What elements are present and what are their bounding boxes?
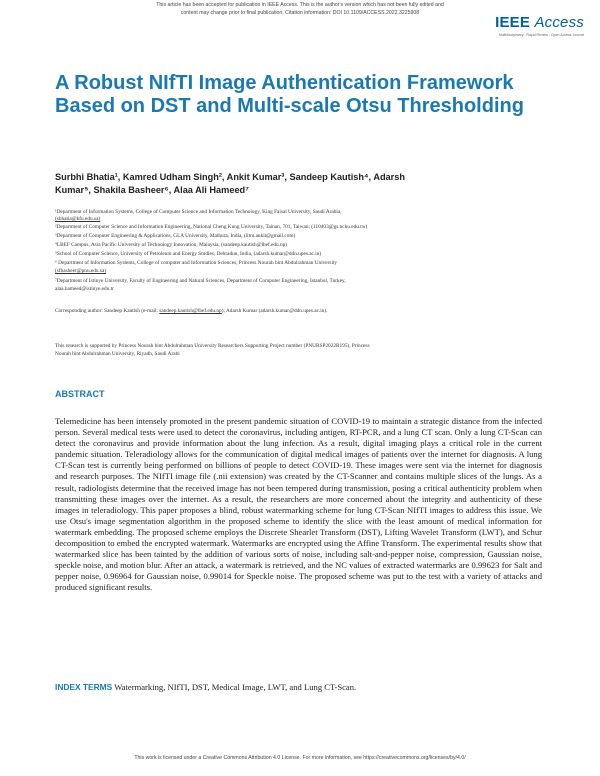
logo-ieee: IEEE xyxy=(495,14,531,31)
authors-line-2: Kumar⁵, Shakila Basheer⁶, Alaa Ali Hameed⁷ xyxy=(55,185,249,195)
notice-line-1: This article has been accepted for publication in IEEE Access. This is the author's version which has not been fully edited and xyxy=(156,2,444,8)
funding-line-1: This research is supported by Princess Nourah bint Abdulrahman University Researchers Supporting Project number (PNURSP2022R195), Princess xyxy=(55,343,370,349)
index-terms xyxy=(55,682,542,692)
corresponding-suffix: ); Adarsh Kumar (adarsh.kumar@ddn.upes.ac.in). xyxy=(221,308,328,314)
journal-logo xyxy=(495,14,584,31)
author-list xyxy=(55,171,535,197)
index-terms-values: Watermarking, NIfTI, DST, Medical Image, LWT, and Lung CT-Scan. xyxy=(114,682,357,692)
logo-tagline: Multidisciplinary : Rapid Review : Open Access Journal xyxy=(498,33,584,37)
affiliation-6: ⁶ Department of Information Systems, College of computer and Information Sciences, Princess Nourah bint Abdulrahman University xyxy=(55,260,338,266)
affiliation-7: ⁷Department of Istinye University, Faculty of Engineering and Natural Sciences, Department of Computer Engineering, Istanbul, Turkey, xyxy=(55,278,346,284)
corresponding-prefix: Corresponding author: Sandeep Kautish (e-mail: xyxy=(55,308,160,314)
affiliation-2: ²Department of Computer Science and Information Engineering, National Cheng Kung University, Tainan, 701, Taiwan; (110403@gs.ncku.edu.tw) xyxy=(55,224,368,230)
authors-line-1: Surbhi Bhatia¹, Kamred Udham Singh², Ankit Kumar³, Sandeep Kautish⁴, Adarsh xyxy=(55,172,405,182)
affiliation-1-email[interactable]: (sbhatia@kfu.edu.sa) xyxy=(55,216,101,222)
abstract-heading: ABSTRACT xyxy=(55,389,105,399)
corresponding-author xyxy=(55,308,545,315)
affiliation-1: ¹Department of Information Systems, College of Computer Science and Information Technology, King Faisal University, Saudi Arabia, xyxy=(55,209,342,215)
logo-access: Access xyxy=(534,14,584,31)
corresponding-email-link[interactable]: sandeep.kautish@lbef.edu.np xyxy=(159,308,222,314)
index-terms-label: INDEX TERMS xyxy=(55,682,113,692)
paper-title: A Robust NIfTI Image Authentication Framework Based on DST and Multi-scale Otsu Thresholding xyxy=(55,72,524,117)
funding-line-2: Nourah bint Abdulrahman University, Riyadh, Saudi Arabi xyxy=(55,351,180,357)
abstract-body: Telemedicine has been intensely promoted in the present pandemic situation of COVID-19 to maintain a strategic distance from the infected person. Several medical tests were used to detect the coronavirus, including antigen, RT-PCR, and a lung CT scan. Only a lung CT-Scan can detect the coronavirus and provide information about the lung infection. As a result, digital imaging plays a critical role in the current pandemic situation. Teleradiology allows for the communication of digital medical images of patients over the internet for diagnosis. A lung CT-Scan test is currently being performed on billions of people to detect COVID-19. These images were sent via the internet for diagnosis and research purposes. The NIfTI image file (.nii extension) was created by the CT-Scanner and contains multiple slices of the lungs. As a result, radiologists determine that the received image has not been tempered during transmission, posing a critical authenticity problem when transmitting these images over the internet. As a result, the researchers are more concerned about the integrity and authenticity of these images in teleradiology. This paper proposes a blind, robust watermarking scheme for lung CT-Scan NIfTI images to address this issue. We use Otsu's image segmentation algorithm in the proposed scheme to identify the slice with the least amount of medical information for watermark embedding. The proposed scheme employs the Discrete Shearlet Transform (DST), Lifting Wavelet Transform (LWT), and Schur decomposition to embed the encrypted watermark. Watermarks are encrypted using the Affine Transform. The experimental results show that watermarked slice has been tainted by the addition of various sorts of noise, including salt-and-pepper noise, compression, Gaussian noise, speckle noise, and motion blur. After an attack, a watermark is retrieved, and the NC values of extracted watermarks are 0.99623 for Salt and pepper noise, 0.96964 for Gaussian noise, 0.99014 for Speckle noise. The proposed scheme was put to the test with a variety of attacks and produced significant results. xyxy=(55,416,542,593)
affiliation-6-email[interactable]: (sfbasheer@pnu.edu.sa) xyxy=(55,268,107,274)
affiliation-5: ⁵School of Computer Science, University of Petroleum and Energy Studies, Dehradun, India, (adarsh.kumar@ddn.upes.ac.in) xyxy=(55,251,322,257)
affiliation-3: ³Department of Computer Engineering & Applications, GLA University, Mathura, India, (iitm.ankit@gmail.com) xyxy=(55,233,296,239)
license-footer: This work is licensed under a Creative Commons Attribution 4.0 License. For more information, see https://creativecommons.org/licenses/by/4.0/ xyxy=(134,755,466,761)
affiliation-7-email: alaa.hameed@istinye.edu.tr xyxy=(55,286,114,292)
notice-line-2: content may change prior to final publication. Citation information: DOI 10.1109/ACCESS.2022.3225908 xyxy=(180,10,420,16)
affiliation-4: ⁴LBEF Campus, Asia Pacific University of Technology Innovation, Malaysia, (sandeep.kautish@lbef.edu.np) xyxy=(55,242,288,248)
